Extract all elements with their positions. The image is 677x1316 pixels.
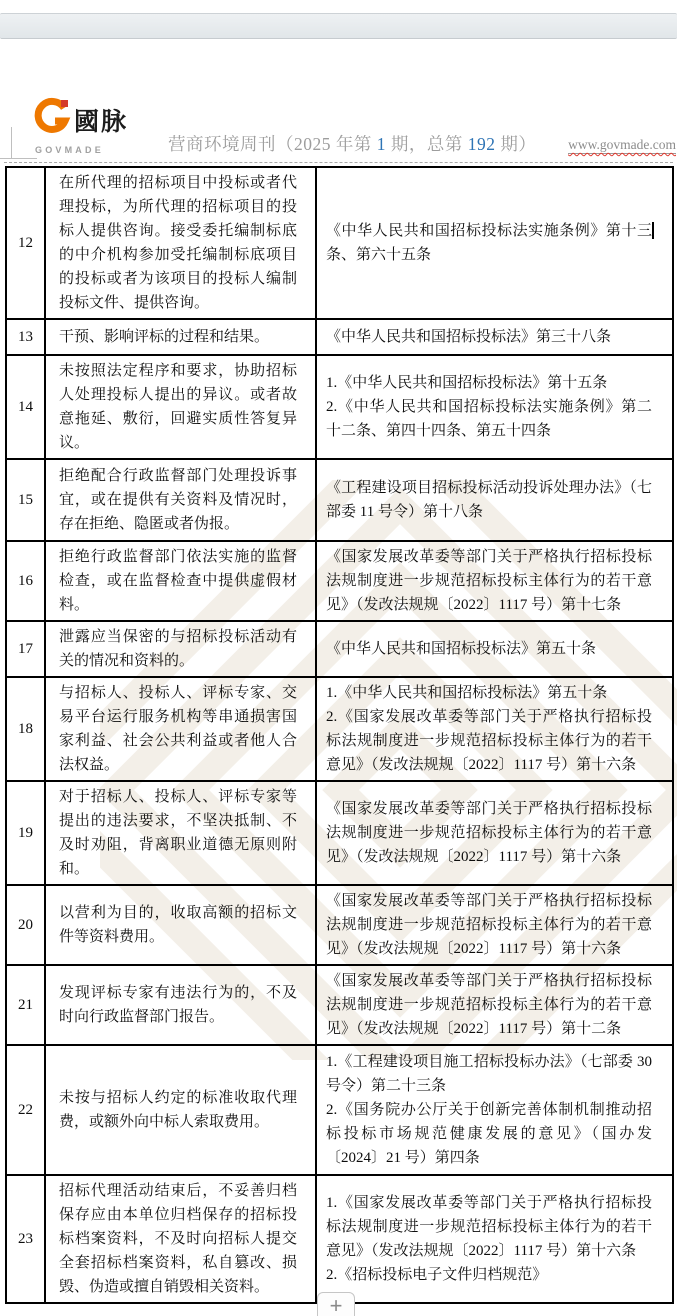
- row-number-cell[interactable]: 21: [6, 965, 45, 1045]
- row-basis-cell[interactable]: [316, 621, 673, 677]
- row-number-cell[interactable]: 13: [6, 319, 45, 355]
- govmade-g-icon: [33, 97, 71, 142]
- violations-table: [5, 166, 674, 1304]
- table-row: [6, 965, 673, 1045]
- basis-item[interactable]: 《国家发展改革委等部门关于严格执行招标投标法规制度进一步规范招标投标主体行为的若干意见》（发改法规规〔2022〕1117 号）第十二条: [326, 973, 652, 1037]
- website-link[interactable]: [568, 137, 676, 154]
- row-behavior-cell[interactable]: 招标代理活动结束后，不妥善归档保存应由本单位归档保存的招标投标档案资料，不及时向招标人提交全套招标档案资料，私自篡改、损毁、伪造或擅自销毁相关资料。: [45, 1175, 316, 1303]
- row-behavior-cell[interactable]: 对于招标人、投标人、评标专家等提出的违法要求，不坚决抵制、不及时劝阻，背离职业道德无原则附和。: [45, 781, 316, 885]
- row-number-cell[interactable]: 19: [6, 781, 45, 885]
- basis-item[interactable]: 2.《中华人民共和国招标投标法实施条例》第二十二条、第四十四条、第五十四条: [326, 399, 652, 439]
- row-behavior-cell[interactable]: 拒绝配合行政监督部门处理投诉事宜，或在提供有关资料及情况时，存在拒绝、隐匿或者伪报。: [45, 459, 316, 541]
- table-row: [6, 319, 673, 355]
- table-row: [6, 677, 673, 781]
- table-row: [6, 355, 673, 459]
- row-behavior-cell[interactable]: 干预、影响评标的过程和结果。: [45, 319, 316, 355]
- row-number-cell[interactable]: 16: [6, 541, 45, 621]
- row-number-cell[interactable]: 23: [6, 1175, 45, 1303]
- basis-item[interactable]: 2.《国家发展改革委等部门关于严格执行招标投标法规制度进一步规范招标投标主体行为的若干意见》（发改法规规〔2022〕1117 号）第十六条: [326, 709, 652, 773]
- row-number-cell[interactable]: 22: [6, 1045, 45, 1175]
- row-number-cell[interactable]: 17: [6, 621, 45, 677]
- row-behavior-cell[interactable]: 在所代理的招标项目中投标或者代理投标，为所代理的招标项目的投标人提供咨询。接受委托编制标底的中介机构参加受托编制标底项目的投标或者为该项目的投标人编制投标文件、提供咨询。: [45, 167, 316, 319]
- basis-item[interactable]: 《工程建设项目招标投标活动投诉处理办法》（七部委 11 号令）第十八条: [326, 480, 652, 520]
- row-number-cell[interactable]: 14: [6, 355, 45, 459]
- row-behavior-cell[interactable]: 以营利为目的，收取高额的招标文件等资料费用。: [45, 885, 316, 965]
- title-middle: 期，总第: [386, 134, 468, 154]
- table-row: [6, 885, 673, 965]
- title-issue-number: 1: [376, 134, 386, 154]
- table-row: [6, 1045, 673, 1175]
- row-number-cell[interactable]: 12: [6, 167, 45, 319]
- basis-item[interactable]: 1.《中华人民共和国招标投标法》第十五条: [326, 375, 608, 391]
- basis-item[interactable]: 《国家发展改革委等部门关于严格执行招标投标法规制度进一步规范招标投标主体行为的若干意见》（发改法规规〔2022〕1117 号）第十七条: [326, 549, 652, 613]
- row-basis-cell[interactable]: [316, 1175, 673, 1303]
- website-link-text: www.govmade.com: [568, 137, 676, 152]
- basis-item[interactable]: 1.《工程建设项目施工招标投标办法》（七部委 30 号令）第二十三条: [326, 1054, 652, 1094]
- row-basis-cell[interactable]: [316, 885, 673, 965]
- row-behavior-cell[interactable]: 拒绝行政监督部门依法实施的监督检查，或在监督检查中提供虚假材料。: [45, 541, 316, 621]
- table-row: [6, 621, 673, 677]
- row-basis-cell[interactable]: [316, 781, 673, 885]
- title-total-number: 192: [467, 134, 496, 154]
- row-basis-cell[interactable]: [316, 459, 673, 541]
- title-prefix: 营商环境周刊（2025 年第: [168, 134, 377, 154]
- header-margin-hline: [0, 158, 37, 159]
- table-row: [6, 459, 673, 541]
- table-row: [6, 541, 673, 621]
- table-row: [6, 167, 673, 319]
- basis-item[interactable]: 2.《国务院办公厅关于创新完善体制机制推动招标投标市场规范健康发展的意见》（国办发〔2024〕21 号）第四条: [326, 1102, 652, 1166]
- table-row: [6, 1175, 673, 1303]
- basis-item[interactable]: 1.《国家发展改革委等部门关于严格执行招标投标法规制度进一步规范招标投标主体行为的若干意见》（发改法规规〔2022〕1117 号）第十六条: [326, 1195, 652, 1259]
- logo-cn-text: 國脉: [74, 108, 129, 136]
- row-number-cell[interactable]: 20: [6, 885, 45, 965]
- row-basis-cell[interactable]: [316, 541, 673, 621]
- row-behavior-cell[interactable]: 泄露应当保密的与招标投标活动有关的情况和资料的。: [45, 621, 316, 677]
- add-button[interactable]: [317, 1292, 355, 1316]
- basis-item[interactable]: 《国家发展改革委等部门关于严格执行招标投标法规制度进一步规范招标投标主体行为的若干意见》（发改法规规〔2022〕1117 号）第十六条: [326, 801, 652, 865]
- title-suffix: 期）: [495, 134, 537, 154]
- row-behavior-cell[interactable]: 未按照法定程序和要求，协助招标人处理投标人提出的异议。或者故意拖延、敷衍，回避实质性答复异议。: [45, 355, 316, 459]
- basis-item[interactable]: 《国家发展改革委等部门关于严格执行招标投标法规制度进一步规范招标投标主体行为的若干意见》（发改法规规〔2022〕1117 号）第十六条: [326, 893, 652, 957]
- row-basis-cell[interactable]: [316, 1045, 673, 1175]
- basis-item[interactable]: 《中华人民共和国招标投标法实施条例》第十三条、第六十五条: [326, 223, 652, 263]
- add-button-label: +: [329, 1293, 343, 1316]
- periodical-title[interactable]: [168, 131, 536, 156]
- top-chrome-bar: [0, 13, 677, 39]
- basis-item[interactable]: 1.《中华人民共和国招标投标法》第五十条: [326, 685, 608, 701]
- rules-table-body: [6, 167, 673, 1303]
- govmade-logo: [33, 97, 128, 155]
- row-behavior-cell[interactable]: 未按与招标人约定的标准收取代理费，或额外向中标人索取费用。: [45, 1045, 316, 1175]
- text-cursor: [652, 222, 654, 239]
- basis-item[interactable]: 《中华人民共和国招标投标法》第五十条: [326, 641, 597, 657]
- basis-item[interactable]: 2.《招标投标电子文件归档规范》: [326, 1267, 548, 1283]
- row-basis-cell[interactable]: [316, 319, 673, 355]
- row-number-cell[interactable]: 15: [6, 459, 45, 541]
- header-margin-vline: [11, 127, 12, 158]
- row-behavior-cell[interactable]: 发现评标专家有违法行为的，不及时向行政监督部门报告。: [45, 965, 316, 1045]
- row-basis-cell[interactable]: [316, 167, 673, 319]
- basis-item[interactable]: 《中华人民共和国招标投标法》第三十八条: [326, 329, 612, 345]
- table-row: [6, 781, 673, 885]
- logo-sub-text: GOVMADE: [35, 145, 104, 155]
- row-basis-cell[interactable]: [316, 677, 673, 781]
- text-boundary-dashed-line: [4, 162, 673, 163]
- row-behavior-cell[interactable]: 与招标人、投标人、评标专家、交易平台运行服务机构等串通损害国家利益、社会公共利益或者他人合法权益。: [45, 677, 316, 781]
- row-basis-cell[interactable]: [316, 355, 673, 459]
- row-number-cell[interactable]: 18: [6, 677, 45, 781]
- row-basis-cell[interactable]: [316, 965, 673, 1045]
